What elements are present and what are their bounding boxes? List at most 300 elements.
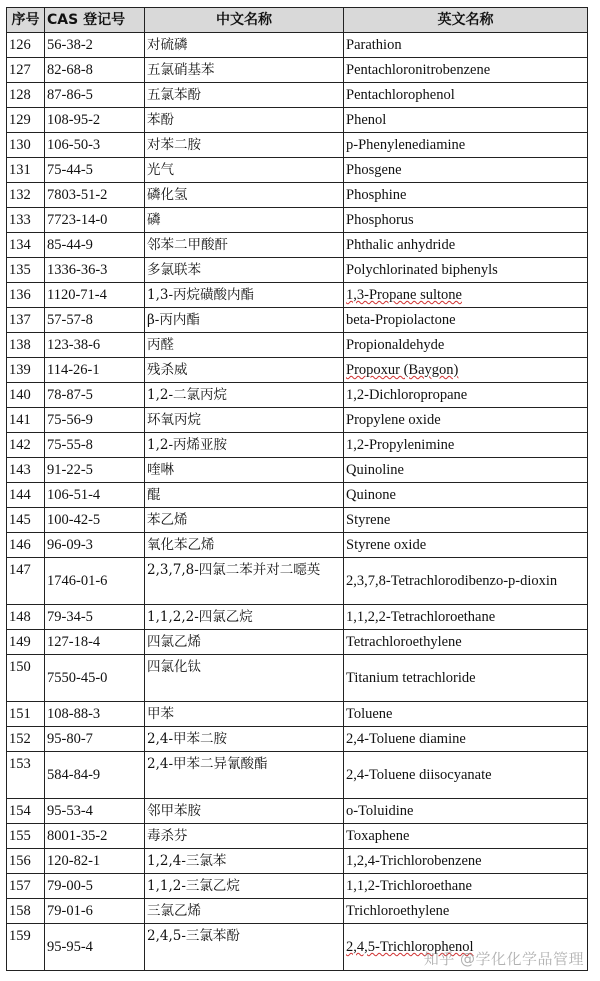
row-cas-text: 108-95-2 [47, 112, 101, 128]
row-chinese-name-text: 苯乙烯 [147, 512, 188, 528]
row-cas-text: 1336-36-3 [47, 262, 108, 278]
row-serial-cell [7, 605, 45, 630]
table-row [7, 824, 588, 849]
row-serial-text: 139 [9, 362, 31, 378]
row-chinese-name-text: 环氧丙烷 [147, 412, 201, 428]
row-english-name-text: Propylene oxide [346, 412, 441, 428]
row-cas-text: 8001-35-2 [47, 828, 108, 844]
table-row [7, 727, 588, 752]
row-english-name-text: 1,2-Propylenimine [346, 437, 455, 453]
row-cas-cell [45, 433, 145, 458]
row-english-name-cell [344, 630, 588, 655]
row-english-name-text: o-Toluidine [346, 803, 414, 819]
row-serial-cell [7, 899, 45, 924]
row-english-name-cell [344, 258, 588, 283]
row-cas-text: 1120-71-4 [47, 287, 107, 303]
table-row [7, 183, 588, 208]
row-english-name-cell [344, 133, 588, 158]
row-cas-text: 79-00-5 [47, 878, 93, 894]
row-cas-cell [45, 558, 145, 605]
table-row [7, 108, 588, 133]
row-serial-text: 143 [9, 462, 31, 478]
row-serial-text: 138 [9, 337, 31, 353]
row-cas-text: 584-84-9 [47, 767, 101, 783]
row-cas-cell [45, 208, 145, 233]
table-row [7, 558, 588, 605]
row-english-name-cell [344, 799, 588, 824]
row-chinese-name-cell [145, 824, 344, 849]
table-row [7, 605, 588, 630]
row-english-name-cell [344, 383, 588, 408]
row-serial-text: 145 [9, 512, 31, 528]
row-chinese-name-text: 邻苯二甲酸酐 [147, 237, 228, 253]
row-chinese-name-text: 2,4-甲苯二异氰酸酯 [147, 756, 268, 772]
row-english-name-text: 1,2-Dichloropropane [346, 387, 468, 403]
row-chinese-name-text: 三氯乙烯 [147, 903, 201, 919]
row-chinese-name-cell [145, 433, 344, 458]
row-serial-cell [7, 508, 45, 533]
row-cas-text: 87-86-5 [47, 87, 93, 103]
row-english-name-text: Phenol [346, 112, 387, 128]
row-cas-text: 56-38-2 [47, 37, 93, 53]
row-chinese-name-cell [145, 483, 344, 508]
row-english-name-cell [344, 727, 588, 752]
row-serial-text: 147 [9, 562, 31, 578]
row-serial-cell [7, 208, 45, 233]
row-chinese-name-cell [145, 508, 344, 533]
row-serial-text: 129 [9, 112, 31, 128]
row-chinese-name-cell [145, 133, 344, 158]
row-serial-text: 134 [9, 237, 31, 253]
row-cas-cell [45, 605, 145, 630]
table-row [7, 655, 588, 702]
row-serial-cell [7, 58, 45, 83]
row-english-name-text: Phosgene [346, 162, 402, 178]
row-cas-text: 114-26-1 [47, 362, 100, 378]
table-row [7, 408, 588, 433]
row-english-name-text: Phosphorus [346, 212, 414, 228]
row-cas-text: 95-95-4 [47, 939, 93, 955]
row-cas-cell [45, 849, 145, 874]
row-cas-text: 95-80-7 [47, 731, 93, 747]
header-chinese-name: 中文名称 [145, 8, 344, 33]
row-english-name-text: beta-Propiolactone [346, 312, 456, 328]
row-english-name-text: Parathion [346, 37, 402, 53]
row-cas-text: 96-09-3 [47, 537, 93, 553]
row-english-name-cell [344, 158, 588, 183]
row-serial-cell [7, 283, 45, 308]
row-chinese-name-text: 2,3,7,8-四氯二苯并对二噁英 [147, 562, 321, 578]
row-english-name-cell [344, 702, 588, 727]
row-english-name-cell [344, 483, 588, 508]
row-cas-cell [45, 752, 145, 799]
row-cas-cell [45, 727, 145, 752]
row-serial-cell [7, 133, 45, 158]
row-chinese-name-text: 甲苯 [147, 706, 174, 722]
row-serial-cell [7, 924, 45, 971]
row-serial-text: 158 [9, 903, 31, 919]
row-cas-cell [45, 258, 145, 283]
table-row [7, 283, 588, 308]
table-row [7, 702, 588, 727]
row-chinese-name-cell [145, 258, 344, 283]
table-row [7, 433, 588, 458]
row-chinese-name-cell [145, 58, 344, 83]
row-cas-cell [45, 799, 145, 824]
row-chinese-name-cell [145, 558, 344, 605]
row-chinese-name-cell [145, 458, 344, 483]
row-chinese-name-cell [145, 158, 344, 183]
row-english-name-cell [344, 108, 588, 133]
row-serial-text: 152 [9, 731, 31, 747]
table-row [7, 258, 588, 283]
row-chinese-name-cell [145, 208, 344, 233]
row-chinese-name-text: 1,1,2,2-四氯乙烷 [147, 609, 253, 625]
row-chinese-name-cell [145, 333, 344, 358]
row-cas-cell [45, 283, 145, 308]
row-chinese-name-cell [145, 849, 344, 874]
row-serial-cell [7, 433, 45, 458]
row-english-name-cell [344, 899, 588, 924]
row-chinese-name-text: 五氯硝基苯 [147, 62, 215, 78]
row-english-name-cell [344, 58, 588, 83]
row-serial-text: 154 [9, 803, 31, 819]
watermark: 知乎 @学化化学品管理 [423, 950, 584, 968]
table-row [7, 83, 588, 108]
row-english-name-text: Toluene [346, 706, 393, 722]
row-english-name-text: 2,4,5-Trichlorophenol [346, 939, 474, 955]
row-serial-cell [7, 533, 45, 558]
table-row [7, 630, 588, 655]
row-serial-text: 151 [9, 706, 31, 722]
row-serial-text: 144 [9, 487, 31, 503]
row-english-name-cell [344, 33, 588, 58]
row-cas-text: 75-44-5 [47, 162, 93, 178]
row-chinese-name-text: 喹啉 [147, 462, 174, 478]
row-cas-text: 100-42-5 [47, 512, 101, 528]
table-row [7, 58, 588, 83]
row-cas-cell [45, 630, 145, 655]
row-chinese-name-text: 多氯联苯 [147, 262, 201, 278]
row-chinese-name-cell [145, 533, 344, 558]
row-serial-text: 137 [9, 312, 31, 328]
row-chinese-name-text: 醌 [147, 487, 161, 503]
row-chinese-name-cell [145, 899, 344, 924]
row-serial-cell [7, 483, 45, 508]
row-serial-text: 150 [9, 659, 31, 675]
row-serial-cell [7, 727, 45, 752]
row-english-name-text: Quinoline [346, 462, 404, 478]
row-serial-cell [7, 655, 45, 702]
row-serial-text: 146 [9, 537, 31, 553]
row-serial-text: 155 [9, 828, 31, 844]
row-chinese-name-text: 2,4-甲苯二胺 [147, 731, 228, 747]
row-cas-text: 120-82-1 [47, 853, 101, 869]
table-row [7, 799, 588, 824]
row-english-name-text: 2,4-Toluene diamine [346, 731, 466, 747]
row-english-name-text: 1,1,2,2-Tetrachloroethane [346, 609, 496, 625]
row-english-name-text: Toxaphene [346, 828, 410, 844]
row-serial-cell [7, 358, 45, 383]
row-chinese-name-cell [145, 233, 344, 258]
row-chinese-name-text: 磷 [147, 212, 161, 228]
row-english-name-text: 2,4-Toluene diisocyanate [346, 767, 492, 783]
row-serial-text: 130 [9, 137, 31, 153]
row-chinese-name-text: 苯酚 [147, 112, 174, 128]
row-chinese-name-text: 磷化氢 [147, 187, 188, 203]
row-chinese-name-text: 丙醛 [147, 337, 174, 353]
table-row [7, 533, 588, 558]
row-serial-text: 148 [9, 609, 31, 625]
row-chinese-name-cell [145, 358, 344, 383]
table-row [7, 508, 588, 533]
row-english-name-cell [344, 824, 588, 849]
table-row [7, 874, 588, 899]
table-row [7, 208, 588, 233]
row-cas-cell [45, 533, 145, 558]
row-cas-cell [45, 308, 145, 333]
row-chinese-name-cell [145, 702, 344, 727]
row-serial-cell [7, 83, 45, 108]
row-chinese-name-text: 残杀威 [147, 362, 188, 378]
row-serial-text: 159 [9, 928, 31, 944]
row-chinese-name-text: 1,2,4-三氯苯 [147, 853, 227, 869]
row-cas-text: 78-87-5 [47, 387, 93, 403]
row-english-name-text: 1,1,2-Trichloroethane [346, 878, 472, 894]
row-serial-cell [7, 408, 45, 433]
row-serial-text: 149 [9, 634, 31, 650]
row-chinese-name-cell [145, 183, 344, 208]
row-english-name-cell [344, 283, 588, 308]
row-english-name-text: Titanium tetrachloride [346, 670, 476, 686]
row-serial-cell [7, 558, 45, 605]
row-serial-cell [7, 752, 45, 799]
row-cas-text: 79-34-5 [47, 609, 93, 625]
row-serial-cell [7, 383, 45, 408]
row-chinese-name-cell [145, 108, 344, 133]
row-chinese-name-cell [145, 383, 344, 408]
row-cas-cell [45, 702, 145, 727]
header-english-name: 英文名称 [344, 8, 588, 33]
row-cas-text: 127-18-4 [47, 634, 101, 650]
row-cas-cell [45, 655, 145, 702]
row-chinese-name-text: 四氯化钛 [147, 659, 201, 675]
table-row [7, 158, 588, 183]
row-chinese-name-cell [145, 283, 344, 308]
row-english-name-cell [344, 849, 588, 874]
row-serial-text: 153 [9, 756, 31, 772]
row-english-name-text: Polychlorinated biphenyls [346, 262, 498, 278]
row-serial-text: 126 [9, 37, 31, 53]
row-chinese-name-text: 1,2-丙烯亚胺 [147, 437, 228, 453]
row-serial-cell [7, 108, 45, 133]
header-cas: CAS 登记号 [45, 8, 145, 33]
row-serial-text: 157 [9, 878, 31, 894]
row-english-name-text: Phosphine [346, 187, 407, 203]
row-english-name-cell [344, 433, 588, 458]
row-chinese-name-text: 五氯苯酚 [147, 87, 201, 103]
row-chinese-name-text: 光气 [147, 162, 174, 178]
table-row [7, 358, 588, 383]
row-chinese-name-cell [145, 83, 344, 108]
row-chinese-name-cell [145, 408, 344, 433]
row-serial-cell [7, 308, 45, 333]
chemical-table-sheet [6, 7, 587, 971]
table-row [7, 899, 588, 924]
table-row [7, 752, 588, 799]
row-cas-text: 57-57-8 [47, 312, 93, 328]
row-cas-cell [45, 874, 145, 899]
row-serial-cell [7, 702, 45, 727]
table-header-row [7, 8, 588, 33]
row-serial-cell [7, 158, 45, 183]
row-serial-text: 142 [9, 437, 31, 453]
row-cas-cell [45, 133, 145, 158]
row-serial-cell [7, 458, 45, 483]
table-row [7, 333, 588, 358]
row-cas-text: 79-01-6 [47, 903, 93, 919]
row-chinese-name-text: 2,4,5-三氯苯酚 [147, 928, 240, 944]
row-cas-text: 91-22-5 [47, 462, 93, 478]
row-serial-text: 132 [9, 187, 31, 203]
table-row [7, 33, 588, 58]
table-row [7, 458, 588, 483]
row-serial-text: 156 [9, 853, 31, 869]
chemical-table [6, 7, 588, 971]
row-cas-cell [45, 58, 145, 83]
row-chinese-name-text: 四氯乙烯 [147, 634, 201, 650]
row-chinese-name-cell [145, 799, 344, 824]
row-serial-cell [7, 799, 45, 824]
row-cas-cell [45, 824, 145, 849]
row-cas-text: 108-88-3 [47, 706, 101, 722]
row-serial-text: 133 [9, 212, 31, 228]
header-serial: 序号 [7, 8, 45, 33]
row-chinese-name-text: 1,1,2-三氯乙烷 [147, 878, 240, 894]
row-serial-cell [7, 824, 45, 849]
row-english-name-text: Tetrachloroethylene [346, 634, 462, 650]
row-chinese-name-cell [145, 727, 344, 752]
row-english-name-cell [344, 533, 588, 558]
row-cas-text: 7550-45-0 [47, 670, 108, 686]
row-cas-cell [45, 233, 145, 258]
row-serial-cell [7, 258, 45, 283]
row-english-name-cell [344, 558, 588, 605]
row-serial-cell [7, 183, 45, 208]
row-cas-cell [45, 358, 145, 383]
row-english-name-cell [344, 874, 588, 899]
row-english-name-text: Quinone [346, 487, 396, 503]
row-cas-cell [45, 508, 145, 533]
row-chinese-name-cell [145, 630, 344, 655]
row-chinese-name-text: β-丙内酯 [147, 312, 200, 328]
row-serial-text: 131 [9, 162, 31, 178]
table-row [7, 308, 588, 333]
row-english-name-cell [344, 408, 588, 433]
row-english-name-cell [344, 233, 588, 258]
row-cas-cell [45, 158, 145, 183]
row-chinese-name-cell [145, 752, 344, 799]
row-chinese-name-cell [145, 605, 344, 630]
row-chinese-name-text: 对硫磷 [147, 37, 188, 53]
row-english-name-cell [344, 183, 588, 208]
row-serial-cell [7, 630, 45, 655]
row-cas-cell [45, 899, 145, 924]
table-row [7, 133, 588, 158]
row-chinese-name-text: 毒杀芬 [147, 828, 188, 844]
row-cas-text: 75-56-9 [47, 412, 93, 428]
row-cas-text: 95-53-4 [47, 803, 93, 819]
row-serial-cell [7, 874, 45, 899]
row-chinese-name-cell [145, 308, 344, 333]
row-english-name-cell [344, 508, 588, 533]
row-english-name-cell [344, 605, 588, 630]
row-english-name-cell [344, 208, 588, 233]
row-english-name-cell [344, 333, 588, 358]
row-serial-text: 136 [9, 287, 31, 303]
row-english-name-cell [344, 752, 588, 799]
row-serial-text: 135 [9, 262, 31, 278]
row-serial-text: 128 [9, 87, 31, 103]
row-english-name-text: Trichloroethylene [346, 903, 450, 919]
row-english-name-cell [344, 308, 588, 333]
row-cas-cell [45, 458, 145, 483]
table-row [7, 383, 588, 408]
row-cas-cell [45, 33, 145, 58]
row-cas-text: 7803-51-2 [47, 187, 108, 203]
row-serial-cell [7, 233, 45, 258]
table-body [7, 33, 588, 971]
row-english-name-cell [344, 655, 588, 702]
row-cas-cell [45, 924, 145, 971]
row-chinese-name-text: 对苯二胺 [147, 137, 201, 153]
row-english-name-cell [344, 358, 588, 383]
row-serial-cell [7, 849, 45, 874]
row-english-name-text: Propoxur (Baygon) [346, 362, 459, 378]
row-cas-text: 82-68-8 [47, 62, 93, 78]
row-english-name-text: 2,3,7,8-Tetrachlorodibenzo-p-dioxin [346, 573, 558, 589]
row-cas-text: 85-44-9 [47, 237, 93, 253]
row-english-name-text: Pentachloronitrobenzene [346, 62, 491, 78]
row-english-name-text: p-Phenylenediamine [346, 137, 466, 153]
row-cas-cell [45, 408, 145, 433]
row-cas-text: 123-38-6 [47, 337, 101, 353]
row-serial-text: 127 [9, 62, 31, 78]
row-english-name-cell [344, 458, 588, 483]
row-chinese-name-text: 1,3-丙烷磺酸内酯 [147, 287, 255, 303]
table-row [7, 849, 588, 874]
table-row [7, 483, 588, 508]
row-chinese-name-cell [145, 33, 344, 58]
row-cas-cell [45, 383, 145, 408]
row-english-name-text: Propionaldehyde [346, 337, 445, 353]
table-row [7, 233, 588, 258]
row-english-name-text: Phthalic anhydride [346, 237, 456, 253]
row-english-name-text: Pentachlorophenol [346, 87, 455, 103]
row-cas-cell [45, 183, 145, 208]
row-cas-text: 1746-01-6 [47, 573, 108, 589]
row-serial-cell [7, 333, 45, 358]
row-serial-cell [7, 33, 45, 58]
row-english-name-text: Styrene [346, 512, 391, 528]
row-cas-cell [45, 483, 145, 508]
row-cas-cell [45, 333, 145, 358]
row-cas-text: 106-51-4 [47, 487, 101, 503]
row-cas-text: 106-50-3 [47, 137, 101, 153]
row-english-name-text: 1,3-Propane sultone [346, 287, 462, 303]
row-chinese-name-text: 氧化苯乙烯 [147, 537, 215, 553]
row-chinese-name-cell [145, 874, 344, 899]
